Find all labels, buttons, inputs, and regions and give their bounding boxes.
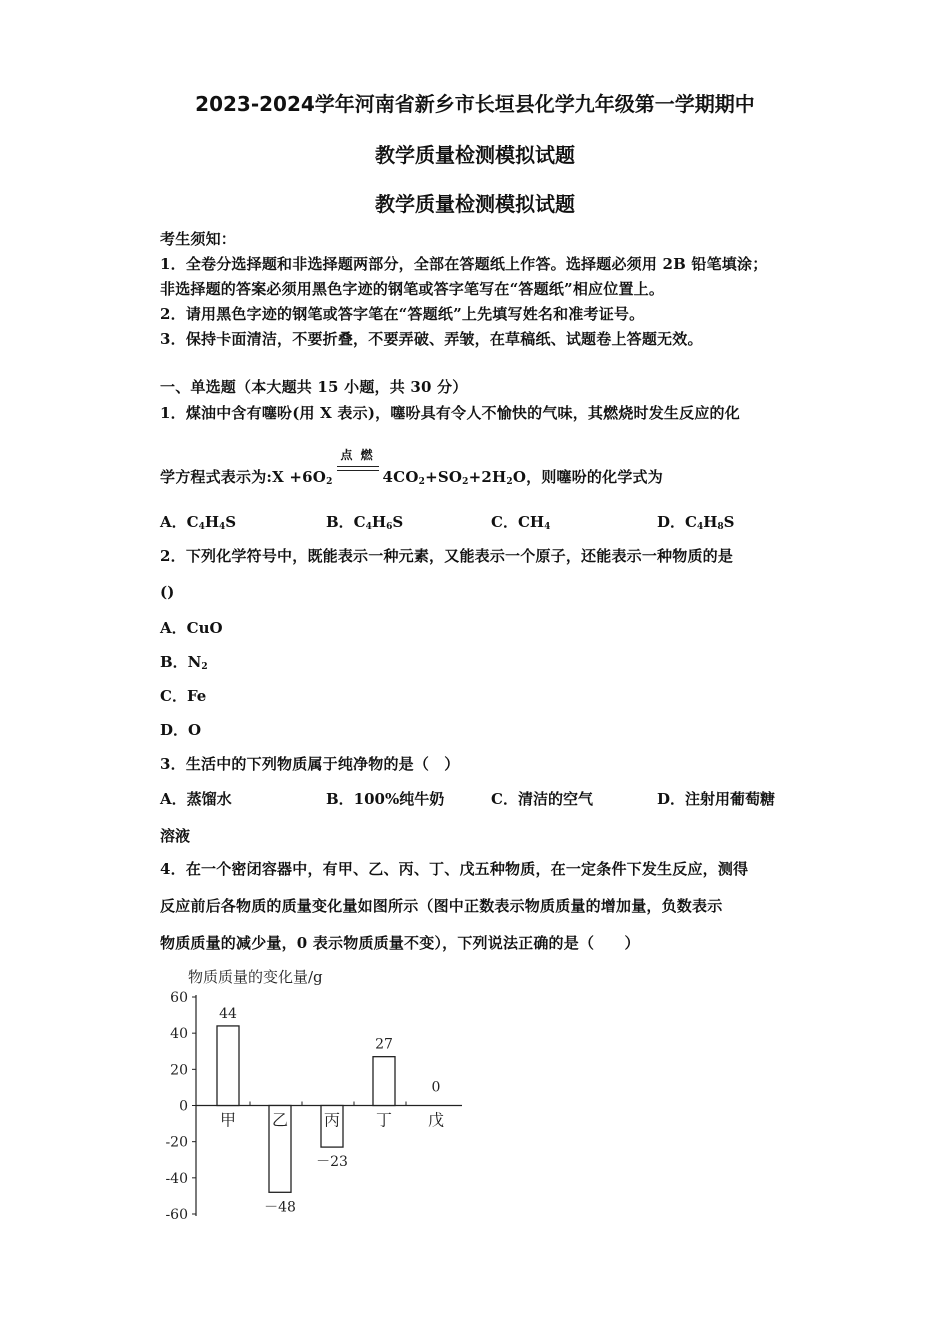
q1-eq-prefix: 学方程式表示为:X +6O xyxy=(160,468,327,486)
q1-option-b-mid1: H xyxy=(371,513,387,531)
q3-option-c[interactable]: C．清洁的空气 xyxy=(491,790,593,808)
q4-line-3: 物质质量的减少量，0 表示物质质量不变），下列说法正确的是（ ） xyxy=(160,934,640,952)
q1-option-d-sub1: 4 xyxy=(696,522,704,532)
q4-line-1: 4．在一个密闭容器中，有甲、乙、丙、丁、戊五种物质，在一定条件下发生反应，测得 xyxy=(160,860,749,878)
q3-option-b[interactable]: B．100%纯牛奶 xyxy=(326,790,445,808)
q1-option-a[interactable] xyxy=(160,511,236,532)
q1-option-a-mid2: S xyxy=(225,513,237,531)
data-label: 44 xyxy=(219,1005,237,1022)
condition-label: 点 燃 xyxy=(340,448,375,462)
q1-option-b[interactable] xyxy=(326,511,403,532)
data-label: 0 xyxy=(431,1079,441,1096)
data-label: 27 xyxy=(375,1036,393,1053)
q1-option-a-label: A．C xyxy=(160,513,199,531)
q1-option-a-sub1: 4 xyxy=(198,522,205,532)
q1-option-d-mid1: H xyxy=(703,513,718,531)
q1-option-a-sub2: 4 xyxy=(219,522,226,532)
q1-option-b-sub2: 6 xyxy=(386,522,393,532)
q1-equation xyxy=(160,448,663,487)
q3-option-d[interactable]: D．注射用葡萄糖 xyxy=(657,790,776,808)
q1-option-b-sub1: 4 xyxy=(365,522,372,532)
q1-eq-4co: 4CO xyxy=(382,468,419,486)
q1-option-d-label: D．C xyxy=(657,513,697,531)
title-line-3: 教学质量检测模拟试题 xyxy=(375,192,575,216)
y-tick-label: 0 xyxy=(179,1098,188,1115)
q1-eq-sub-so2: 2 xyxy=(462,477,469,487)
y-tick-label: 40 xyxy=(170,1026,188,1043)
q2-line-2: () xyxy=(160,583,175,601)
q1-option-d[interactable] xyxy=(657,511,735,532)
y-tick-label: -20 xyxy=(165,1134,188,1151)
reaction-condition xyxy=(335,448,381,484)
q1-eq-sub-h2: 2 xyxy=(506,477,513,487)
category-label: 丙 xyxy=(323,1110,341,1130)
notice-item-3: 3．保持卡面清洁，不要折叠，不要弄破、弄皱，在草稿纸、试题卷上答题无效。 xyxy=(160,330,703,348)
notice-item-1b: 非选择题的答案必须用黑色字迹的钢笔或答字笔写在“答题纸”相应位置上。 xyxy=(160,280,665,298)
q2-line-1: 2．下列化学符号中，既能表示一种元素，又能表示一个原子，还能表示一种物质的是 xyxy=(160,547,734,565)
bar-甲 xyxy=(217,1026,239,1106)
y-tick-label: -40 xyxy=(165,1170,188,1187)
q1-option-a-mid1: H xyxy=(204,513,220,531)
q1-line-1: 1．煤油中含有噻吩(用 X 表示)，噻吩具有令人不愉快的气味，其燃烧时发生反应的化 xyxy=(160,404,740,422)
notice-heading: 考生须知： xyxy=(160,230,237,248)
y-tick-label: 60 xyxy=(170,990,188,1006)
title-line-1: 2023-2024学年河南省新乡市长垣县化学九年级第一学期期中 xyxy=(195,92,755,116)
q2-option-b[interactable] xyxy=(160,651,208,672)
data-label: －23 xyxy=(316,1154,348,1171)
q1-option-c[interactable] xyxy=(491,511,550,532)
notice-item-1a: 1．全卷分选择题和非选择题两部分，全部在答题纸上作答。选择题必须用 2B 铅笔填涂； xyxy=(160,255,768,273)
q1-eq-suffix: O，则噻吩的化学式为 xyxy=(512,468,663,486)
q2-option-c[interactable]: C．Fe xyxy=(160,687,207,705)
data-label: －48 xyxy=(264,1199,296,1216)
q4-line-2: 反应前后各物质的质量变化量如图所示（图中正数表示物质质量的增加量，负数表示 xyxy=(160,897,723,915)
q2-option-d[interactable]: D．O xyxy=(160,721,202,739)
q3-line-1: 3．生活中的下列物质属于纯净物的是（ ） xyxy=(160,755,460,773)
mass-change-chart xyxy=(150,962,480,1232)
q2-option-b-label: B．N xyxy=(160,653,202,671)
q1-eq-h: +2H xyxy=(468,468,507,486)
y-tick-label: -60 xyxy=(165,1207,188,1223)
y-tick-label: 20 xyxy=(170,1062,188,1079)
bar-丁 xyxy=(373,1057,395,1106)
chart-title: 物质质量的变化量/g xyxy=(188,968,323,986)
q3-option-d-cont: 溶液 xyxy=(160,827,191,845)
q1-eq-sub-co2: 2 xyxy=(418,477,426,487)
q1-option-d-sub2: 8 xyxy=(717,522,724,532)
category-label: 戊 xyxy=(427,1110,445,1130)
q1-eq-sub-o2: 2 xyxy=(326,477,333,487)
q2-option-b-sub: 2 xyxy=(201,662,208,672)
notice-item-2: 2．请用黑色字迹的钢笔或答字笔在“答题纸”上先填写姓名和准考证号。 xyxy=(160,305,645,323)
q1-eq-so: +SO xyxy=(425,468,463,486)
q1-option-b-label: B．C xyxy=(326,513,366,531)
q1-option-b-mid2: S xyxy=(392,513,404,531)
section-heading: 一、单选题（本大题共 15 小题，共 30 分） xyxy=(160,378,468,396)
q2-option-a[interactable]: A．CuO xyxy=(160,619,223,637)
q1-option-c-sub1: 4 xyxy=(544,522,551,532)
q1-option-c-label: C．CH xyxy=(491,513,545,531)
q1-option-d-mid2: S xyxy=(723,513,735,531)
title-line-2: 教学质量检测模拟试题 xyxy=(375,143,575,167)
q3-option-a[interactable]: A．蒸馏水 xyxy=(160,790,232,808)
category-label: 丁 xyxy=(375,1110,393,1130)
category-label: 乙 xyxy=(271,1110,289,1130)
category-label: 甲 xyxy=(219,1110,237,1130)
